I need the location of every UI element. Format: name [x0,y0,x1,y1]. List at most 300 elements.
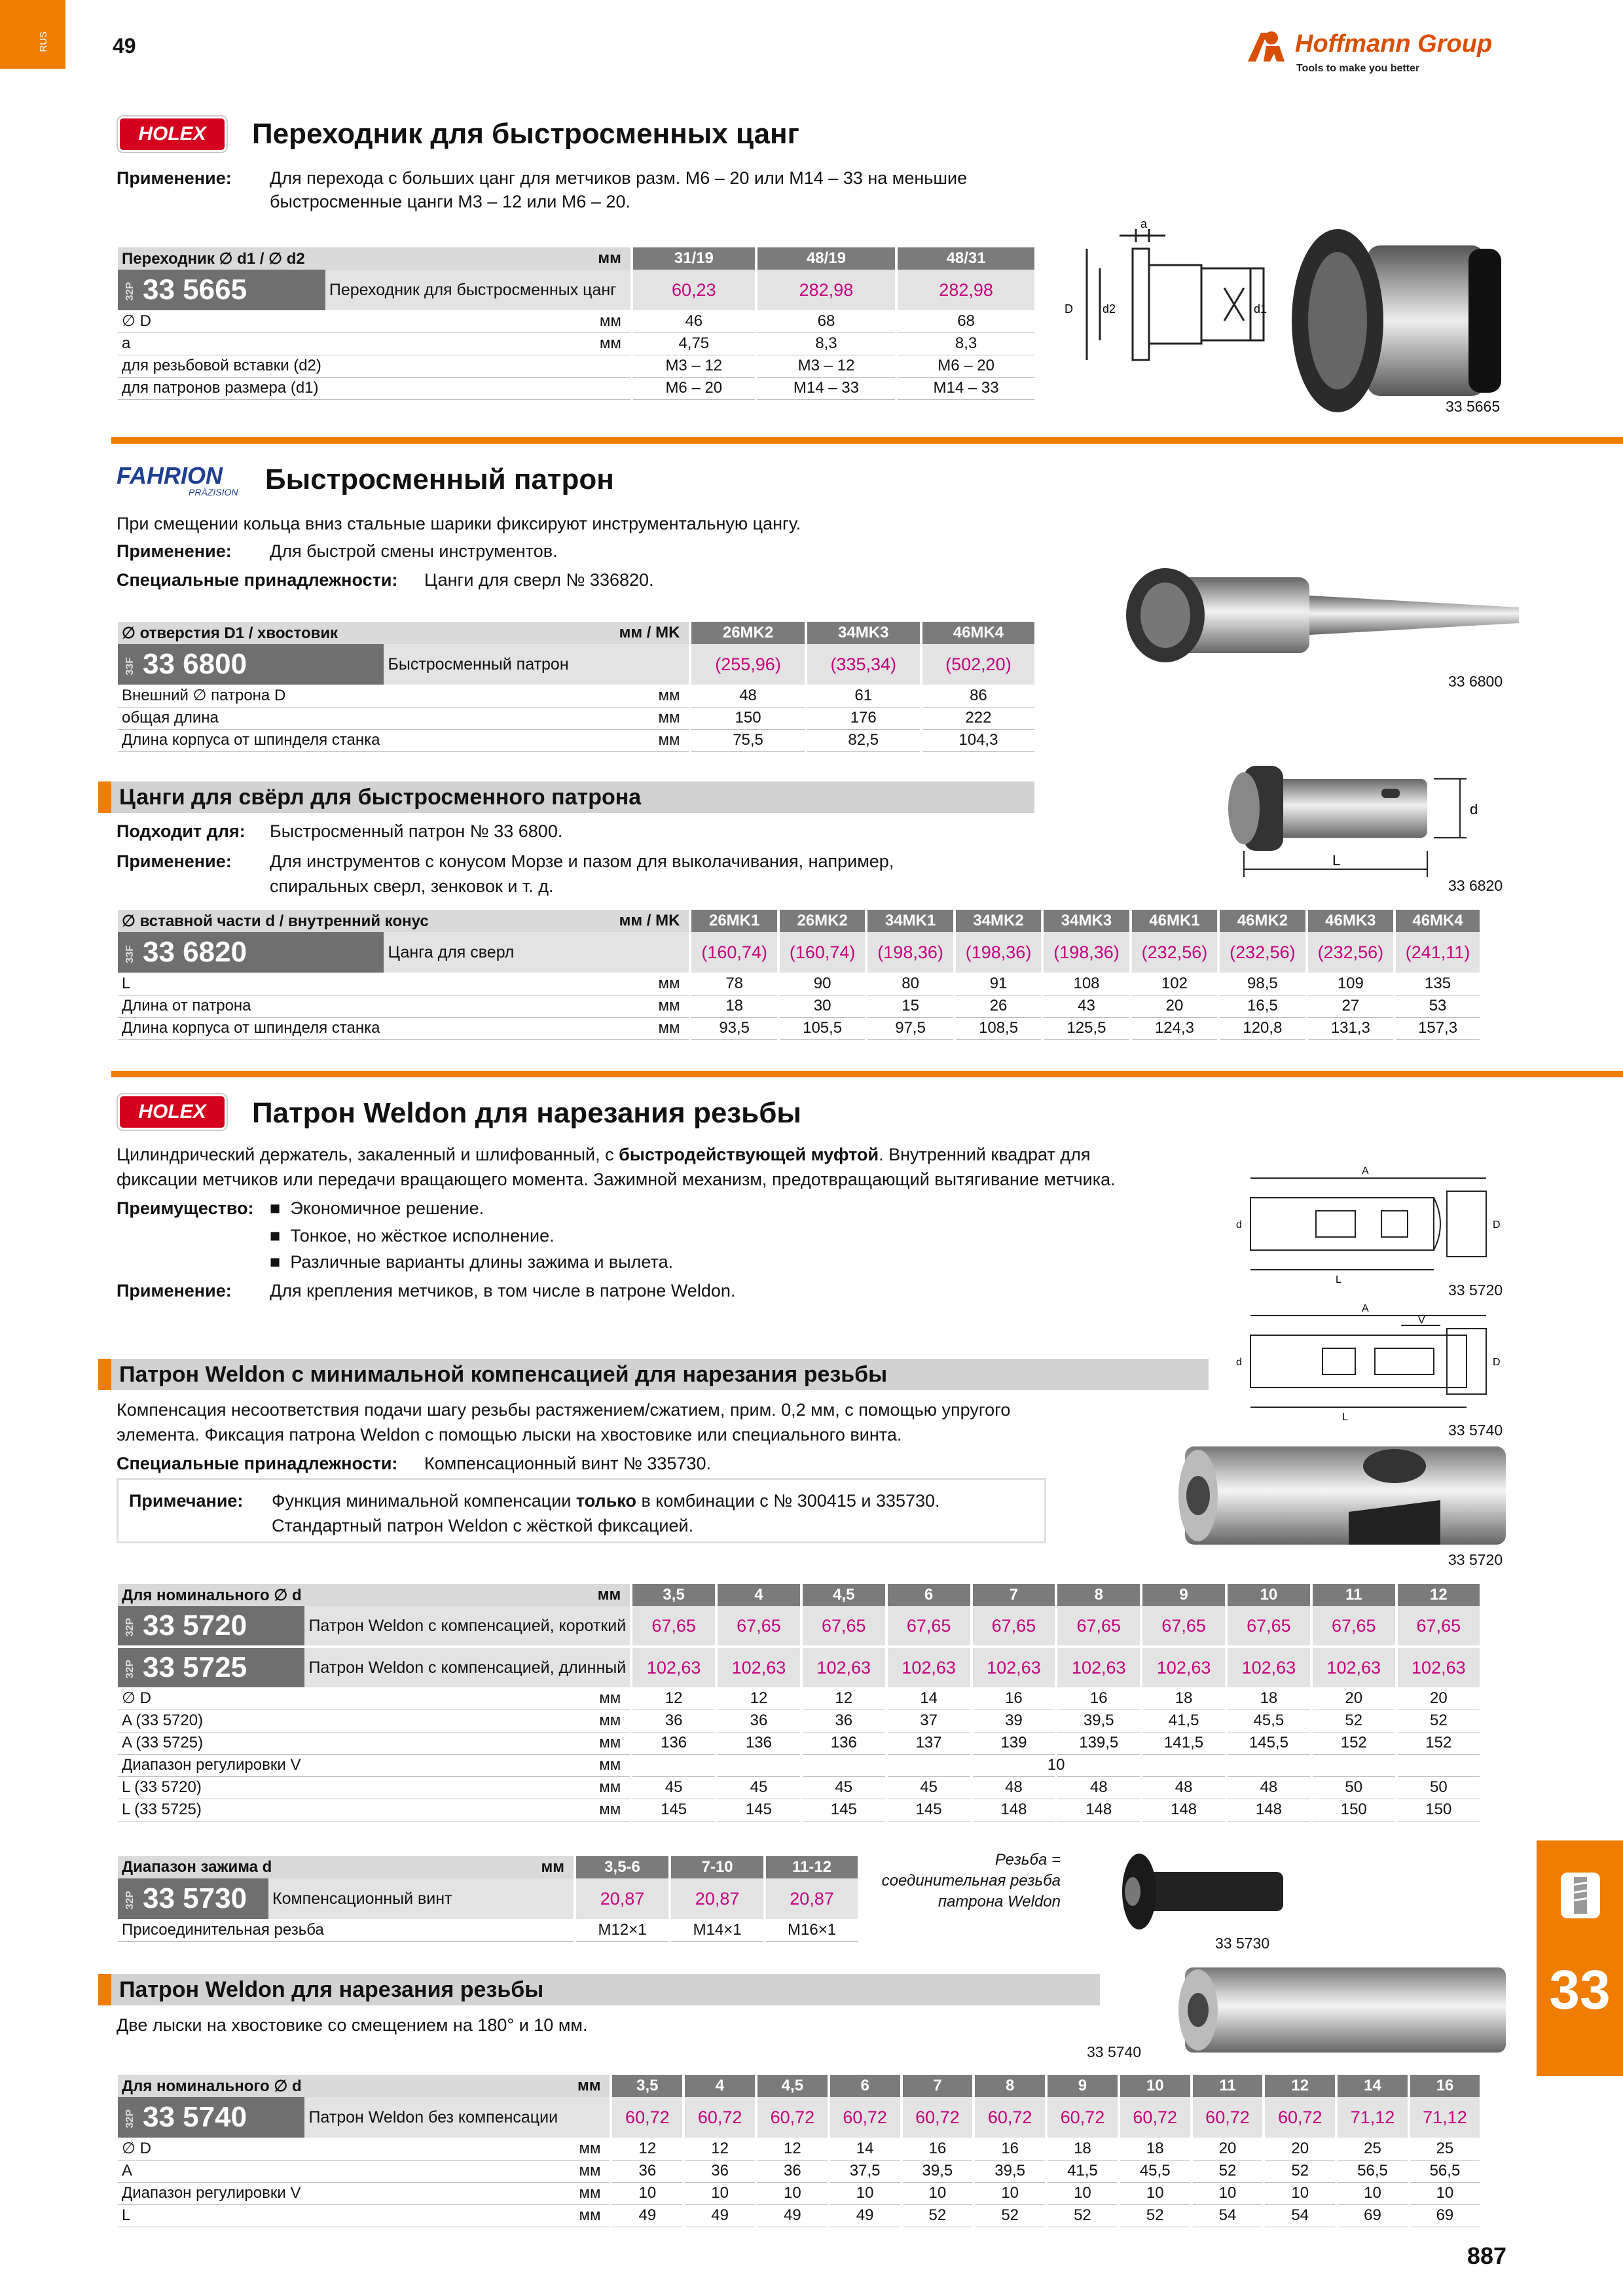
row-unit [325,355,632,377]
table-cell: 222 [921,707,1034,729]
table-cell: 43 [1042,995,1130,1017]
s3-product-image [1218,753,1512,884]
table-cell: 16 [974,2138,1046,2160]
s5-image-caption: 33 5720 [1448,1551,1503,1568]
table-cell: 150 [690,707,805,729]
table-cell: 50 [1396,1776,1480,1799]
s2-article-number: 33F 33 6800 [118,644,384,685]
table-cell: M14 – 33 [756,377,896,399]
svg-text:D: D [1493,1219,1501,1230]
row-label: a [118,332,325,355]
table-cell: 48 [1226,1776,1311,1799]
table-cell: M3 – 12 [756,355,896,377]
table-cell: 109 [1307,973,1395,995]
table-cell: 48 [972,1776,1057,1799]
table-cell: 10 [974,2182,1046,2204]
s3-col: 34MK2 [955,910,1042,932]
s2-image-caption: 33 6800 [1448,673,1503,690]
table-cell: M12×1 [575,1919,670,1941]
s6-price: 71,12 [1336,2097,1409,2138]
table-cell: 54 [1264,2204,1336,2227]
table-cell: 14 [829,2138,902,2160]
s5-screw-col: 7-10 [670,1856,765,1878]
hoffmann-logo-icon [1245,29,1291,65]
table-cell: 12 [631,1687,716,1710]
s1-title: Переходник для быстросменных цанг [252,118,799,150]
table-row [118,685,1034,707]
s5-price: 67,65 [886,1606,972,1647]
table-cell: 36 [611,2160,684,2182]
s3-price: (232,56) [1218,932,1306,973]
s2-unit: мм / MK [619,623,680,641]
s6-price: 60,72 [1046,2097,1119,2138]
s6-unit: мм [577,2076,601,2094]
s5-screw-table [118,1856,858,1942]
table-cell: 45,5 [1226,1710,1311,1732]
row-unit: мм [304,1732,631,1754]
s5-unit: мм [597,1585,621,1604]
table-cell: 54 [1192,2204,1264,2227]
s1-price: 282,98 [756,270,896,310]
s3-price: (198,36) [866,932,954,973]
table-row [118,2160,1480,2182]
table-cell: 20 [1396,1687,1480,1710]
s4-adv-label: Преимущество: [117,1198,254,1218]
row-unit: мм [304,1710,631,1732]
s4-caption-1: 33 5720 [1448,1282,1503,1299]
s5-price: 67,65 [801,1606,886,1647]
s6-col: 16 [1409,2075,1480,2097]
row-label [118,247,632,270]
table-cell: M6 – 20 [632,377,756,399]
s3-col: 26MK1 [690,910,778,932]
svg-text:d: d [1236,1357,1242,1368]
row-label: Внешний ∅ патрона D [118,685,384,707]
s3-image-caption: 33 6820 [1448,877,1503,894]
table-cell: 16 [1056,1687,1141,1710]
s5-price: 67,65 [972,1606,1057,1647]
s1-price: 282,98 [896,270,1034,310]
s6-header-label: Для номинального ∅ d [122,2077,302,2095]
row-unit: мм [384,995,690,1017]
table-cell: 136 [716,1732,801,1754]
table-row [118,1017,1480,1039]
s4-caption-2: 33 5740 [1448,1422,1503,1439]
table-cell: 25 [1336,2138,1409,2160]
s3-price: (198,36) [1042,932,1130,973]
s3-price: (160,74) [778,932,866,973]
s6-price: 60,72 [611,2097,684,2138]
table-cell: 69 [1409,2204,1480,2227]
s3-dim-d: d [1470,801,1478,817]
table-row [118,1732,1480,1754]
s2-price: (335,34) [806,644,921,685]
s4-desc-2: фиксации метчиков или передачи вращающего момента. Зажимной механизм, предотвращающий вытягивание метчика. [117,1170,1116,1189]
table-cell: 18 [1141,1687,1226,1710]
table-cell: 10 [902,2182,974,2204]
svg-text:V: V [1418,1315,1425,1326]
table-cell: 16 [972,1687,1057,1710]
s6-product-image [1172,1961,1512,2059]
s6-col: 14 [1336,2075,1409,2097]
s3-app-label: Применение: [117,852,232,871]
table-cell: 10 [1046,2182,1119,2204]
s5-col: 4,5 [801,1584,886,1606]
s3-unit: мм / MK [619,911,680,929]
table-cell: 4,75 [632,332,756,355]
table-cell: 20 [1131,995,1218,1017]
s6-col: 4,5 [756,2075,829,2097]
row-label: Диапазон регулировки V [118,2182,304,2204]
s4-drawing-335720 [1231,1158,1519,1289]
table-cell: 39,5 [974,2160,1046,2182]
s1-col: 31/19 [632,247,756,270]
s5-article-name: Патрон Weldon с компенсацией, длинный [304,1647,631,1687]
s2-article-name: Быстросменный патрон [384,644,690,685]
table-cell: 20 [1311,1687,1396,1710]
s1-header-label: Переходник ∅ d1 / ∅ d2 [122,249,305,268]
table-cell: 93,5 [690,1017,778,1039]
s2-acc: Цанги для сверл № 336820. [424,570,654,590]
table-cell: 176 [806,707,921,729]
s1-col: 48/19 [756,247,896,270]
table-cell: 45 [801,1776,886,1799]
s5-price: 102,63 [1311,1647,1396,1687]
table-cell: 12 [801,1687,886,1710]
s3-table [118,910,1480,1040]
page-number-top: 49 [113,34,136,58]
table-cell: 37,5 [829,2160,902,2182]
row-label: ∅ D [118,310,325,332]
brand-name: Hoffmann Group [1295,30,1493,58]
table-cell: 56,5 [1409,2160,1480,2182]
table-cell: 80 [866,973,954,995]
hoffmann-logo [1245,25,1507,77]
row-label: Длина корпуса от шпинделя станка [118,729,384,751]
table-cell: 102 [1131,973,1218,995]
s5-article-name: Патрон Weldon с компенсацией, короткий [304,1606,631,1647]
s5-col: 6 [886,1584,972,1606]
row-label [118,1584,631,1606]
row-label: ∅ D [118,2138,304,2160]
table-cell: 145,5 [1226,1732,1311,1754]
s2-price: (502,20) [921,644,1034,685]
s2-col: 26MK2 [690,622,805,644]
table-cell: 78 [690,973,778,995]
row-unit: мм [384,973,690,995]
s3-col: 34MK1 [866,910,954,932]
s5-price: 102,63 [1396,1647,1480,1687]
table-row [118,1776,1480,1799]
s2-app: Для быстрой смены инструментов. [270,541,558,561]
s2-col: 34MK3 [806,622,921,644]
table-cell: M3 – 12 [632,355,756,377]
table-cell: 15 [866,995,954,1017]
s5-screw-col: 3,5-6 [575,1856,670,1878]
table-cell: 10 [1192,2182,1264,2204]
table-cell: 18 [690,995,778,1017]
table-row [118,1919,858,1941]
table-cell: 52 [1046,2204,1119,2227]
s5-price: 102,63 [972,1647,1057,1687]
s1-col: 48/31 [896,247,1034,270]
table-cell: 36 [756,2160,829,2182]
table-row [118,332,1034,355]
s5-screw-col: 11-12 [765,1856,858,1878]
s3-article-number: 33F 33 6820 [118,932,384,973]
svg-text:A: A [1362,1166,1369,1177]
row-label: A [118,2160,304,2182]
row-label: Присоединительная резьба [118,1919,575,1941]
table-row [118,973,1480,995]
table-cell: 52 [974,2204,1046,2227]
table-cell: 145 [801,1799,886,1821]
s1-unit: мм [598,249,621,267]
row-unit: мм [384,707,690,729]
s6-price: 60,72 [974,2097,1046,2138]
s4-adv-item: ■ Экономичное решение. [270,1198,484,1218]
s5-price: 102,63 [1056,1647,1141,1687]
row-label [118,622,690,644]
s4-title: Патрон Weldon для нарезания резьбы [252,1097,801,1129]
s6-col: 3,5 [611,2075,684,2097]
table-cell: 16,5 [1218,995,1306,1017]
s5-screw-caption: 33 5730 [1215,1935,1270,1952]
table-cell: 10 [1119,2182,1192,2204]
s2-price: (255,96) [690,644,805,685]
table-row [118,377,1034,399]
row-unit: мм [304,2182,611,2204]
table-cell: 98,5 [1218,973,1306,995]
s5-col: 4 [716,1584,801,1606]
s1-article-name: Переходник для быстросменных цанг [325,270,632,310]
row-label [118,2075,611,2097]
row-unit: мм [304,2204,611,2227]
table-cell: M16×1 [765,1919,858,1941]
s3-app-1: Для инструментов с конусом Морзе и пазом для выколачивания, например, [270,852,894,871]
table-cell: 36 [716,1710,801,1732]
table-cell: 18 [1119,2138,1192,2160]
table-cell: 25 [1409,2138,1480,2160]
s3-price: (241,11) [1395,932,1480,973]
s1-dim-d1: d1 [1254,302,1267,315]
s6-col: 12 [1264,2075,1336,2097]
table-cell: 49 [829,2204,902,2227]
table-cell: 49 [684,2204,756,2227]
section-separator [111,1071,1623,1077]
table-cell: 104,3 [921,729,1034,751]
table-cell: 48 [690,685,805,707]
row-label [118,1856,575,1878]
s2-col: 46MK4 [921,622,1034,644]
s5-price: 67,65 [716,1606,801,1647]
s3-fit-label: Подходит для: [117,821,246,841]
table-row [118,1754,1480,1776]
s5-screw-price: 20,87 [765,1878,858,1919]
table-cell: 10 [611,2182,684,2204]
s1-app-label: Применение: [117,168,232,188]
s5-note-2: Стандартный патрон Weldon с жёсткой фиксацией. [272,1516,694,1535]
s1-app-text-2: быстросменные цанги М3 – 12 или М6 – 20. [270,192,630,211]
s6-price: 60,72 [1192,2097,1264,2138]
table-cell: 86 [921,685,1034,707]
s5-screw-price: 20,87 [670,1878,765,1919]
table-cell: 148 [972,1799,1057,1821]
svg-text:L: L [1336,1274,1341,1285]
s5-price: 102,63 [886,1647,972,1687]
s1-dim-a: a [1140,217,1148,230]
s3-col: 46MK3 [1307,910,1395,932]
table-cell: 45 [886,1776,972,1799]
table-cell: 82,5 [806,729,921,751]
s2-product-image [1113,563,1532,668]
s5-price: 102,63 [801,1647,886,1687]
row-label: A (33 5720) [118,1710,304,1732]
table-cell: 48 [1141,1776,1226,1799]
table-cell: 108 [1042,973,1130,995]
row-label: Длина от патрона [118,995,384,1017]
s5-product-image [1172,1440,1512,1551]
table-cell: 45 [631,1776,716,1799]
s5-price: 67,65 [1226,1606,1311,1647]
table-cell: 45 [716,1776,801,1799]
s5-price: 67,65 [631,1606,716,1647]
table-cell: 36 [801,1710,886,1732]
table-cell: 91 [955,973,1042,995]
s5-col: 3,5 [631,1584,716,1606]
table-cell: 52 [902,2204,974,2227]
language-label: RUS [38,31,49,52]
s1-dim-d2: d2 [1103,302,1116,315]
table-cell: 52 [1119,2204,1192,2227]
table-cell: 150 [1311,1799,1396,1821]
row-label: L (33 5720) [118,1776,304,1799]
table-row [118,1799,1480,1821]
s6-price: 60,72 [1264,2097,1336,2138]
s6-price: 71,12 [1409,2097,1480,2138]
table-cell: 49 [756,2204,829,2227]
s2-header-label: ∅ отверстия D1 / хвостовик [122,624,338,642]
s3-price: (160,74) [690,932,778,973]
row-label: Диапазон регулировки V [118,1754,304,1776]
row-label: L (33 5725) [118,1799,304,1821]
s5-desc-2: элемента. Фиксация патрона Weldon с помощью лыски на хвостовике или специального винта. [117,1425,902,1444]
s6-col: 9 [1046,2075,1119,2097]
table-cell: 152 [1396,1732,1480,1754]
s5-desc-1: Компенсация несоответствия подачи шагу резьбы растяжением/сжатием, прим. 0,2 мм, с помощью упругого [117,1400,1011,1420]
table-cell: 125,5 [1042,1017,1130,1039]
row-unit: мм [304,1754,631,1776]
row-unit: мм [325,332,632,355]
table-cell: 52 [1396,1710,1480,1732]
s4-desc-1: Цилиндрический держатель, закаленный и шлифованный, с быстродействующей муфтой. Внутренний квадрат для [117,1145,1091,1164]
row-unit: мм [325,310,632,332]
table-cell: 18 [1046,2138,1119,2160]
row-label: A (33 5725) [118,1732,304,1754]
table-cell: 150 [1396,1799,1480,1821]
table-row [118,729,1034,751]
s2-title: Быстросменный патрон [265,463,614,495]
table-cell: 10 [1409,2182,1480,2204]
s6-desc: Две лыски на хвостовике со смещением на 180° и 10 мм. [117,2015,588,2035]
table-cell: 12 [716,1687,801,1710]
table-cell: 148 [1226,1799,1311,1821]
table-cell: 61 [806,685,921,707]
s5-price: 67,65 [1396,1606,1480,1647]
svg-text:d: d [1236,1219,1242,1230]
table-cell: 10 [1264,2182,1336,2204]
table-cell: M14 – 33 [896,377,1034,399]
s5-screw-price: 20,87 [575,1878,670,1919]
table-cell: 48 [1056,1776,1141,1799]
table-cell: 75,5 [690,729,805,751]
table-cell: 30 [778,995,866,1017]
table-cell: 139,5 [1056,1732,1141,1754]
s3-col: 26MK2 [778,910,866,932]
s5-col: 7 [972,1584,1057,1606]
s5-price: 67,65 [1141,1606,1226,1647]
table-cell: 97,5 [866,1017,954,1039]
s2-table [118,622,1034,752]
chapter-number: 33 [1549,1959,1611,2020]
s6-col: 10 [1119,2075,1192,2097]
left-orange-bar-top [0,0,65,69]
s6-article-number: 32P 33 5740 [118,2097,304,2138]
row-label [118,910,690,932]
s1-price: 60,23 [632,270,756,310]
table-cell: 145 [716,1799,801,1821]
table-row [118,995,1480,1017]
table-cell: 141,5 [1141,1732,1226,1754]
s5-price: 67,65 [1311,1606,1396,1647]
s6-article-name: Патрон Weldon без компенсации [304,2097,611,2138]
s5-price: 102,63 [631,1647,716,1687]
s4-app: Для крепления метчиков, в том числе в патроне Weldon. [270,1281,736,1300]
section-separator [111,437,1623,444]
table-cell: 131,3 [1307,1017,1395,1039]
row-unit: мм [384,1017,690,1039]
s3-header-label: ∅ вставной части d / внутренний конус [122,912,429,930]
table-cell: 8,3 [756,332,896,355]
s6-price: 60,72 [756,2097,829,2138]
s6-table [118,2075,1480,2227]
table-cell: 139 [972,1732,1057,1754]
svg-text:A: A [1362,1303,1369,1314]
table-row [118,2138,1480,2160]
table-row [118,707,1034,729]
table-cell: 68 [896,310,1034,332]
brand-slogan: Tools to make you better [1296,63,1420,74]
s5-note-label: Примечание: [129,1491,244,1511]
table-cell: 56,5 [1336,2160,1409,2182]
s4-drawing-335740 [1231,1302,1519,1427]
table-cell: 145 [631,1799,716,1821]
table-cell: 10 [1336,2182,1409,2204]
s1-dim-D: D [1065,302,1073,315]
table-cell: 39,5 [902,2160,974,2182]
s6-col: 8 [974,2075,1046,2097]
table-row [118,1710,1480,1732]
s5-col: 8 [1056,1584,1141,1606]
s3-price: (232,56) [1131,932,1218,973]
table-cell: 69 [1336,2204,1409,2227]
row-label: L [118,2204,304,2227]
s5-col: 12 [1396,1584,1480,1606]
table-cell: 18 [1226,1687,1311,1710]
table-cell: 36 [684,2160,756,2182]
s6-price: 60,72 [902,2097,974,2138]
row-unit: мм [384,729,690,751]
